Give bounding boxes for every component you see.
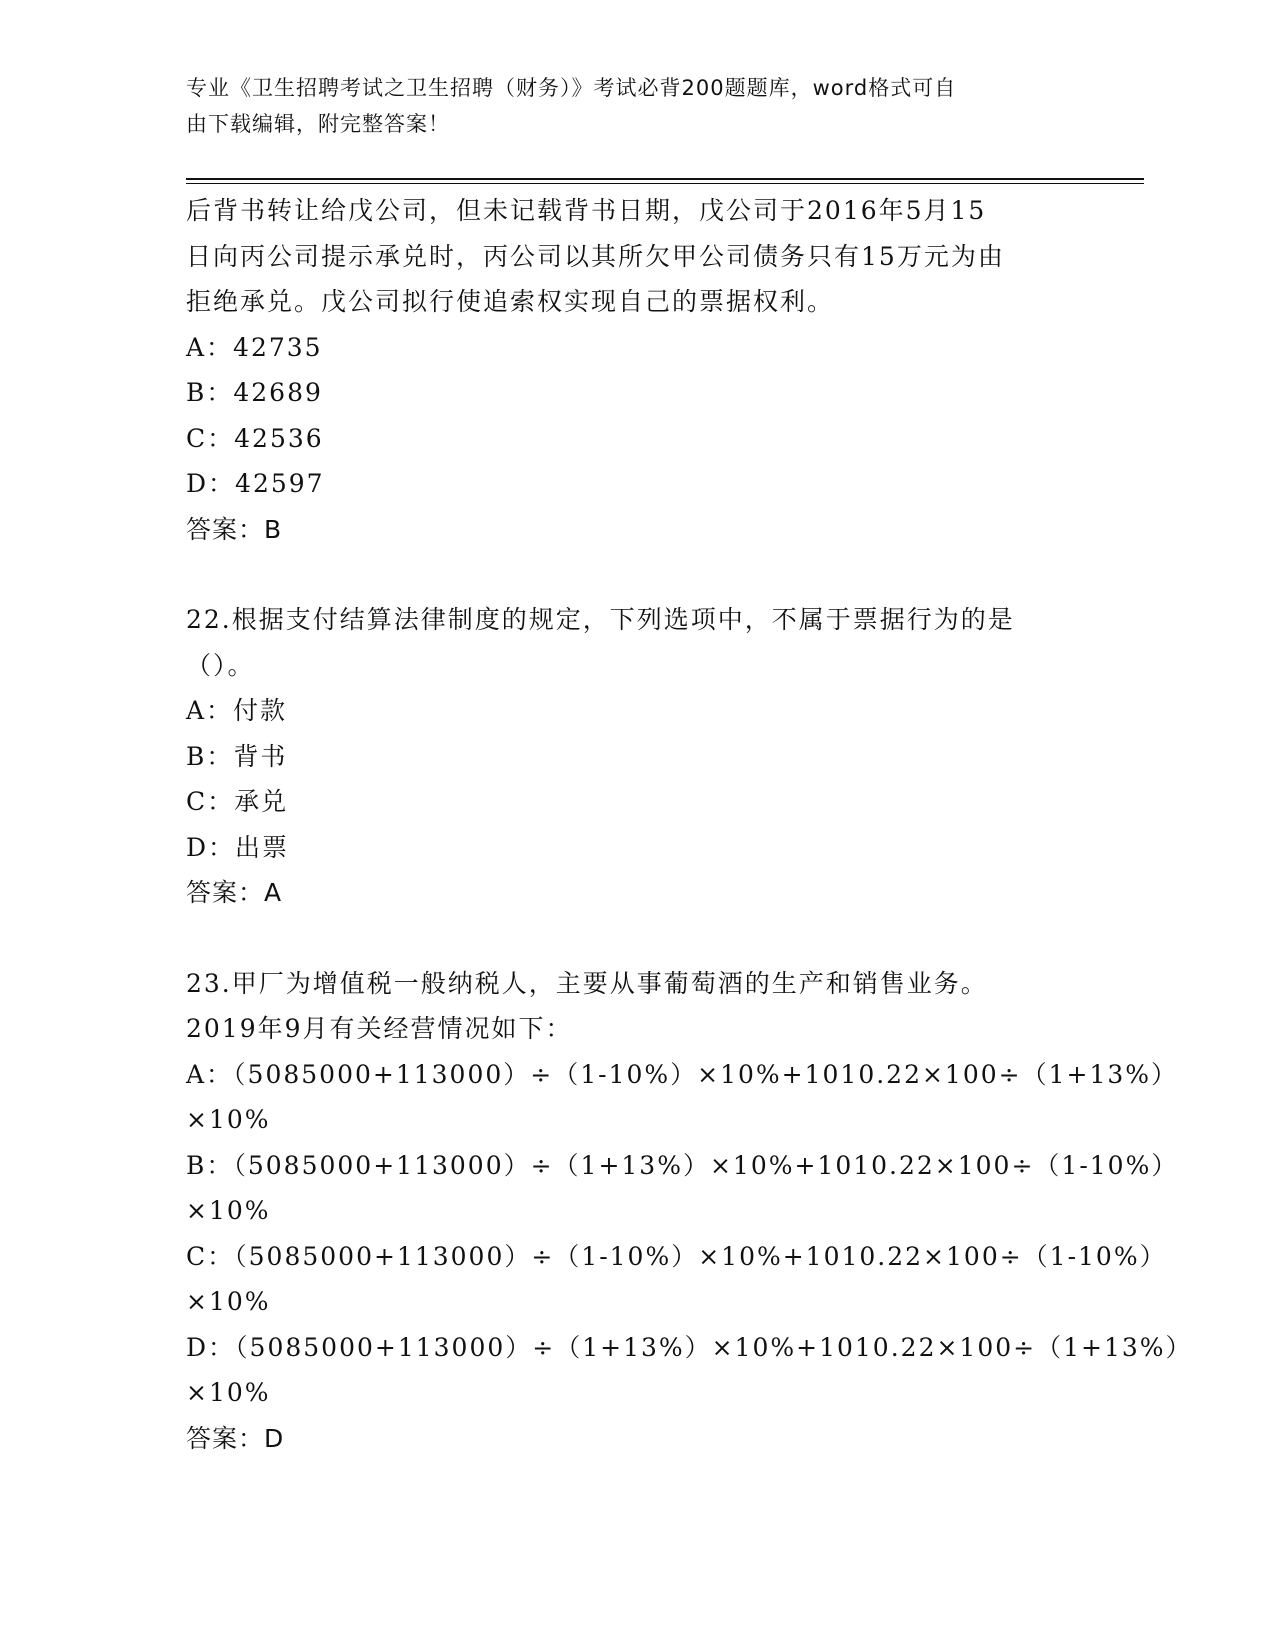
header-line-2: 由下载编辑，附完整答案！	[186, 112, 450, 136]
option-d: D：出票	[186, 832, 290, 862]
question-stem-line: 日向丙公司提示承兑时，丙公司以其所欠甲公司债务只有15万元为由	[186, 241, 1005, 271]
option-b: B：（5085000+113000）÷（1+13%）×10%+1010.22×100÷（1-10%）	[186, 1150, 1179, 1180]
option-b-continuation: ×10%	[186, 1196, 271, 1225]
option-a: A：42735	[186, 332, 323, 362]
question-stem-line: 22.根据支付结算法律制度的规定，下列选项中，不属于票据行为的是	[186, 605, 1015, 634]
question-21	[186, 188, 1086, 552]
question-stem-line: 拒绝承兑。戊公司拟行使追索权实现自己的票据权利。	[186, 287, 835, 316]
question-stem-line: 后背书转让给戊公司，但未记载背书日期，戊公司于2016年5月15	[186, 196, 987, 225]
question-22	[186, 597, 1086, 916]
document-body	[186, 188, 1193, 1461]
option-c: C：承兑	[186, 787, 289, 816]
option-d: D：（5085000+113000）÷（1+13%）×10%+1010.22×100÷（1+13%）	[186, 1332, 1193, 1362]
option-a: A：付款	[186, 696, 288, 725]
spacer	[186, 916, 1086, 961]
question-stem-line: 23.甲厂为增值税一般纳税人，主要从事葡萄酒的生产和销售业务。	[186, 968, 988, 998]
answer: 答案：B	[186, 514, 283, 544]
header-rule-thin	[186, 183, 1144, 184]
option-a: A：（5085000+113000）÷（1-10%）×10%+1010.22×100÷（1+13%）	[186, 1059, 1179, 1089]
option-b: B：42689	[186, 378, 323, 407]
option-d-continuation: ×10%	[186, 1378, 271, 1407]
document-header	[186, 70, 1066, 142]
spacer	[186, 552, 1086, 597]
header-line-1: 专业《卫生招聘考试之卫生招聘（财务）》考试必背200题题库，word格式可自	[186, 76, 957, 100]
question-stem-line: （）。	[186, 650, 255, 680]
answer: 答案：D	[186, 1423, 285, 1453]
option-d: D：42597	[186, 469, 325, 498]
option-a-continuation: ×10%	[186, 1105, 271, 1134]
header-rule-thick	[186, 178, 1144, 180]
option-c: C：42536	[186, 423, 324, 453]
option-c: C：（5085000+113000）÷（1-10%）×10%+1010.22×100÷（1-10%）	[186, 1241, 1167, 1271]
option-c-continuation: ×10%	[186, 1287, 271, 1316]
option-b: B：背书	[186, 741, 288, 771]
question-stem-line: 2019年9月有关经营情况如下：	[186, 1014, 573, 1043]
answer: 答案：A	[186, 878, 283, 907]
question-23	[186, 961, 1193, 1462]
